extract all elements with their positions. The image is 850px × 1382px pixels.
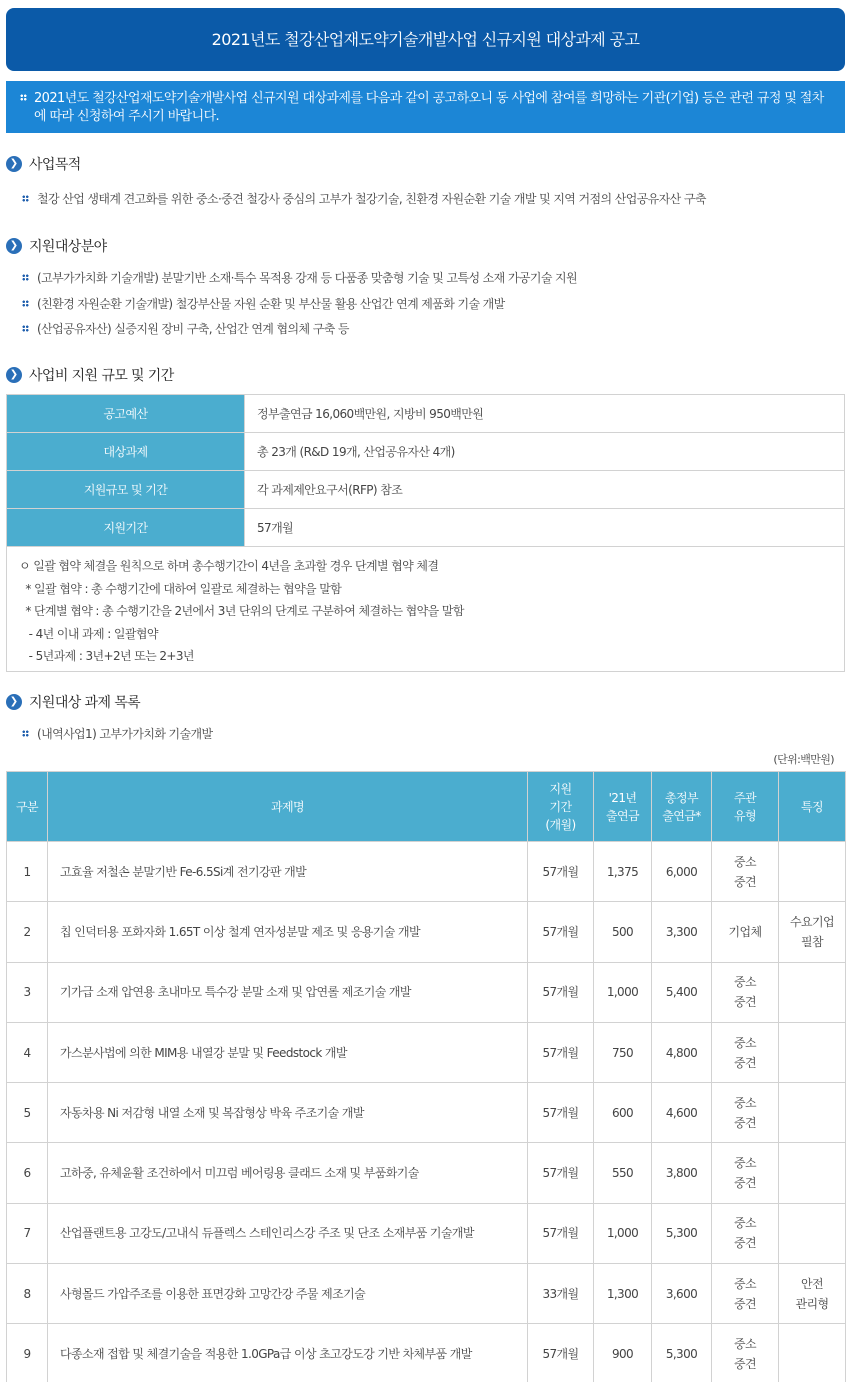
row-value: 정부출연금 16,060백만원, 지방비 950백만원 <box>245 395 845 433</box>
bullet-text: (내역사업1) 고부가가치화 기술개발 <box>37 726 213 741</box>
lead-type-cell: 중소 중견 <box>712 962 779 1022</box>
project-name: 자동차용 Ni 저감형 내열 소재 및 복잡형상 박육 주조기술 개발 <box>48 1083 528 1143</box>
budget-notes <box>6 546 845 672</box>
table-row <box>7 433 845 471</box>
section-purpose-title: 사업목적 <box>29 157 81 173</box>
period-cell: 57개월 <box>528 1203 594 1263</box>
column-header: 지원 기간 (개월) <box>528 772 594 842</box>
column-header: 주관 유형 <box>712 772 779 842</box>
table-row <box>7 842 846 902</box>
lead-type-cell: 중소 중견 <box>712 1143 779 1203</box>
bullet-text: (산업공유자산) 실증지원 장비 구축, 산업간 연계 협의체 구축 등 <box>37 321 349 336</box>
funding-2021-cell: 1,000 <box>594 1203 652 1263</box>
project-table <box>6 771 846 1382</box>
feature-cell <box>779 1022 846 1082</box>
chevron-right-icon: ❯ <box>6 694 22 710</box>
period-cell: 57개월 <box>528 1324 594 1382</box>
bullet-text: (고부가가치화 기술개발) 분말기반 소재·특수 목적용 강재 등 다품종 맞춤형 기술 및 고특성 소재 가공기술 지원 <box>37 270 578 285</box>
note-line: * 단계별 협약 : 총 수행기간을 2년에서 3년 단위의 단계로 구분하여 체결하는 협약을 말함 <box>19 604 464 618</box>
total-funding-cell: 6,000 <box>652 842 712 902</box>
period-cell: 57개월 <box>528 962 594 1022</box>
project-name: 가스분사법에 의한 MIM용 내열강 분말 및 Feedstock 개발 <box>48 1022 528 1082</box>
feature-cell <box>779 1324 846 1382</box>
row-number: 9 <box>7 1324 48 1382</box>
section-budget-heading <box>6 365 174 385</box>
chevron-right-icon: ❯ <box>6 367 22 383</box>
section-fields-title: 지원대상분야 <box>29 239 107 255</box>
total-funding-cell: 3,600 <box>652 1264 712 1324</box>
column-header: 특징 <box>779 772 846 842</box>
lead-type-cell: 중소 중견 <box>712 1022 779 1082</box>
project-name: 사형몰드 가압주조를 이용한 표면강화 고망간강 주물 제조기술 <box>48 1264 528 1324</box>
table-header-row <box>7 772 846 842</box>
row-number: 5 <box>7 1083 48 1143</box>
lead-type-cell: 중소 중견 <box>712 1264 779 1324</box>
list-item <box>22 295 505 311</box>
column-header: 과제명 <box>48 772 528 842</box>
feature-cell <box>779 962 846 1022</box>
table-row <box>7 902 846 962</box>
unit-label: (단위:백만원) <box>773 753 834 766</box>
list-item <box>22 725 213 741</box>
column-header: '21년 출연금 <box>594 772 652 842</box>
funding-2021-cell: 1,375 <box>594 842 652 902</box>
table-row <box>7 1083 846 1143</box>
funding-2021-cell: 900 <box>594 1324 652 1382</box>
row-value: 각 과제제안요구서(RFP) 참조 <box>245 471 845 509</box>
table-row <box>7 471 845 509</box>
period-cell: 57개월 <box>528 1143 594 1203</box>
row-number: 8 <box>7 1264 48 1324</box>
period-cell: 57개월 <box>528 902 594 962</box>
period-cell: 57개월 <box>528 842 594 902</box>
row-label: 지원기간 <box>7 509 245 547</box>
total-funding-cell: 5,400 <box>652 962 712 1022</box>
row-number: 7 <box>7 1203 48 1263</box>
page-title: 2021년도 철강산업재도약기술개발사업 신규지원 대상과제 공고 <box>6 8 845 71</box>
funding-2021-cell: 750 <box>594 1022 652 1082</box>
project-name: 기가급 소재 압연용 초내마모 특수강 분말 소재 및 압연롤 제조기술 개발 <box>48 962 528 1022</box>
row-number: 2 <box>7 902 48 962</box>
list-item <box>22 269 577 285</box>
total-funding-cell: 5,300 <box>652 1324 712 1382</box>
table-row <box>7 1324 846 1382</box>
funding-2021-cell: 600 <box>594 1083 652 1143</box>
list-item <box>22 320 349 336</box>
table-row <box>7 395 845 433</box>
feature-cell <box>779 1143 846 1203</box>
feature-cell: 안전 관리형 <box>779 1264 846 1324</box>
lead-type-cell: 중소 중견 <box>712 842 779 902</box>
column-header: 총정부 출연금* <box>652 772 712 842</box>
section-list-title: 지원대상 과제 목록 <box>29 695 141 711</box>
row-number: 1 <box>7 842 48 902</box>
total-funding-cell: 3,800 <box>652 1143 712 1203</box>
note-line: ㅇ 일괄 협약 체결을 원칙으로 하며 총수행기간이 4년을 초과할 경우 단계별 협약 체결 <box>19 559 439 573</box>
project-name: 산업플랜트용 고강도/고내식 듀플렉스 스테인리스강 주조 및 단조 소재부품 기술개발 <box>48 1203 528 1263</box>
list-item <box>22 190 706 206</box>
bullet-text: 철강 산업 생태계 견고화를 위한 중소·중견 철강사 중심의 고부가 철강기술, 친환경 자원순환 기술 개발 및 지역 거점의 산업공유자산 구축 <box>37 191 706 206</box>
note-line: - 5년과제 : 3년+2년 또는 2+3년 <box>19 649 194 663</box>
note-line: - 4년 이내 과제 : 일괄협약 <box>19 626 158 641</box>
total-funding-cell: 4,800 <box>652 1022 712 1082</box>
project-name: 칩 인덕터용 포화자화 1.65T 이상 철계 연자성분말 제조 및 응용기술 개발 <box>48 902 528 962</box>
intro-box <box>6 81 845 133</box>
funding-2021-cell: 1,000 <box>594 962 652 1022</box>
lead-type-cell: 중소 중견 <box>712 1203 779 1263</box>
lead-type-cell: 기업체 <box>712 902 779 962</box>
column-header: 구분 <box>7 772 48 842</box>
row-label: 지원규모 및 기간 <box>7 471 245 509</box>
lead-type-cell: 중소 중견 <box>712 1083 779 1143</box>
total-funding-cell: 5,300 <box>652 1203 712 1263</box>
feature-cell: 수요기업 필참 <box>779 902 846 962</box>
section-fields-heading <box>6 236 107 256</box>
table-row <box>7 1022 846 1082</box>
feature-cell <box>779 1083 846 1143</box>
section-budget-title: 사업비 지원 규모 및 기간 <box>29 368 174 384</box>
section-purpose-heading <box>6 154 81 174</box>
dots-icon <box>22 195 29 202</box>
period-cell: 33개월 <box>528 1264 594 1324</box>
dots-icon <box>22 325 29 332</box>
chevron-right-icon: ❯ <box>6 238 22 254</box>
funding-2021-cell: 500 <box>594 902 652 962</box>
chevron-right-icon: ❯ <box>6 156 22 172</box>
table-row <box>7 509 845 547</box>
table-row <box>7 1143 846 1203</box>
budget-table <box>6 394 845 547</box>
row-number: 4 <box>7 1022 48 1082</box>
row-value: 총 23개 (R&D 19개, 산업공유자산 4개) <box>245 433 845 471</box>
total-funding-cell: 4,600 <box>652 1083 712 1143</box>
project-name: 고효율 저철손 분말기반 Fe-6.5Si계 전기강판 개발 <box>48 842 528 902</box>
table-row <box>7 1264 846 1324</box>
feature-cell <box>779 1203 846 1263</box>
period-cell: 57개월 <box>528 1083 594 1143</box>
total-funding-cell: 3,300 <box>652 902 712 962</box>
dots-icon <box>22 300 29 307</box>
row-label: 대상과제 <box>7 433 245 471</box>
row-number: 3 <box>7 962 48 1022</box>
dots-icon <box>22 730 29 737</box>
section-list-heading <box>6 692 140 712</box>
dots-icon <box>20 94 27 101</box>
table-row <box>7 962 846 1022</box>
table-row <box>7 1203 846 1263</box>
dots-icon <box>22 274 29 281</box>
lead-type-cell: 중소 중견 <box>712 1324 779 1382</box>
bullet-text: (친환경 자원순환 기술개발) 철강부산물 자원 순환 및 부산물 활용 산업간 연계 제품화 기술 개발 <box>37 296 505 311</box>
note-line: * 일괄 협약 : 총 수행기간에 대하여 일괄로 체결하는 협약을 말함 <box>19 581 342 596</box>
row-label: 공고예산 <box>7 395 245 433</box>
row-number: 6 <box>7 1143 48 1203</box>
row-value: 57개월 <box>245 509 845 547</box>
feature-cell <box>779 842 846 902</box>
project-name: 다종소재 접합 및 체결기술을 적용한 1.0GPa급 이상 초고강도강 기반 차체부품 개발 <box>48 1324 528 1382</box>
period-cell: 57개월 <box>528 1022 594 1082</box>
intro-text: 2021년도 철강산업재도약기술개발사업 신규지원 대상과제를 다음과 같이 공고하오니 동 사업에 참여를 희망하는 기관(기업) 등은 관련 규정 및 절차에 따라 신청하여 주시기 바랍니다. <box>34 91 824 124</box>
project-name: 고하중, 유체윤활 조건하에서 미끄럼 베어링용 클래드 소재 및 부품화기술 <box>48 1143 528 1203</box>
funding-2021-cell: 1,300 <box>594 1264 652 1324</box>
funding-2021-cell: 550 <box>594 1143 652 1203</box>
